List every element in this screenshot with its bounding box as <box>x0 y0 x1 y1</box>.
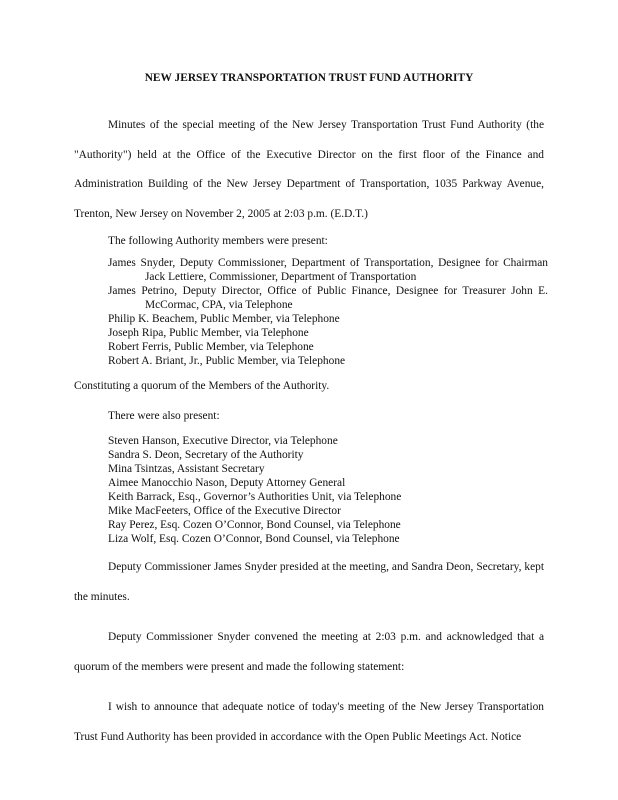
member-item: James Snyder, Deputy Commissioner, Department of Transportation, Designee for Chairman Jack Lettiere, Commissioner, Department of Transportation <box>108 257 548 283</box>
members-intro: The following Authority members were present: <box>108 235 328 247</box>
member-item: Joseph Ripa, Public Member, via Telephone <box>108 327 309 339</box>
members-list <box>108 256 548 368</box>
member-item: Robert A. Briant, Jr., Public Member, via Telephone <box>108 355 346 367</box>
attendee-item: Steven Hanson, Executive Director, via Telephone <box>108 435 338 447</box>
intro-paragraph: Minutes of the special meeting of the New Jersey Transportation Trust Fund Authority (the "Authority") held at the Office of the Executive Director on the first floor of the Finance and Administration Building of the New Jersey Department of Transportation, 1035 Parkway Avenue, Trenton, New Jersey on November 2, 2005 at 2:03 p.m. (E.D.T.) <box>74 119 544 220</box>
convened-paragraph: Deputy Commissioner Snyder convened the meeting at 2:03 p.m. and acknowledged that a quorum of the members were present and made the following statement: <box>74 631 544 673</box>
attendee-item: Aimee Manocchio Nason, Deputy Attorney General <box>108 477 346 489</box>
member-item: Philip K. Beachem, Public Member, via Telephone <box>108 313 340 325</box>
member-item: Robert Ferris, Public Member, via Telephone <box>108 341 314 353</box>
member-item: James Petrino, Deputy Director, Office of Public Finance, Designee for Treasurer John E. McCormac, CPA, via Telephone <box>108 285 548 311</box>
statement-paragraph: I wish to announce that adequate notice of today's meeting of the New Jersey Transportation Trust Fund Authority has been provided in accordance with the Open Public Meetings Act. Notice <box>74 701 544 743</box>
attendee-item: Mike MacFeeters, Office of the Executive Director <box>108 505 341 517</box>
attendee-item: Liza Wolf, Esq. Cozen O’Connor, Bond Counsel, via Telephone <box>108 533 400 545</box>
presided-paragraph: Deputy Commissioner James Snyder presided at the meeting, and Sandra Deon, Secretary, kept the minutes. <box>74 561 544 603</box>
attendee-item: Sandra S. Deon, Secretary of the Authority <box>108 449 304 461</box>
attendee-item: Mina Tsintzas, Assistant Secretary <box>108 463 265 475</box>
document-title: NEW JERSEY TRANSPORTATION TRUST FUND AUTHORITY <box>144 72 474 84</box>
also-present-intro: There were also present: <box>108 410 220 422</box>
attendee-item: Ray Perez, Esq. Cozen O’Connor, Bond Counsel, via Telephone <box>108 519 401 531</box>
quorum-line: Constituting a quorum of the Members of the Authority. <box>74 380 330 392</box>
attendee-item: Keith Barrack, Esq., Governor’s Authorities Unit, via Telephone <box>108 491 402 503</box>
also-present-list <box>108 434 548 546</box>
